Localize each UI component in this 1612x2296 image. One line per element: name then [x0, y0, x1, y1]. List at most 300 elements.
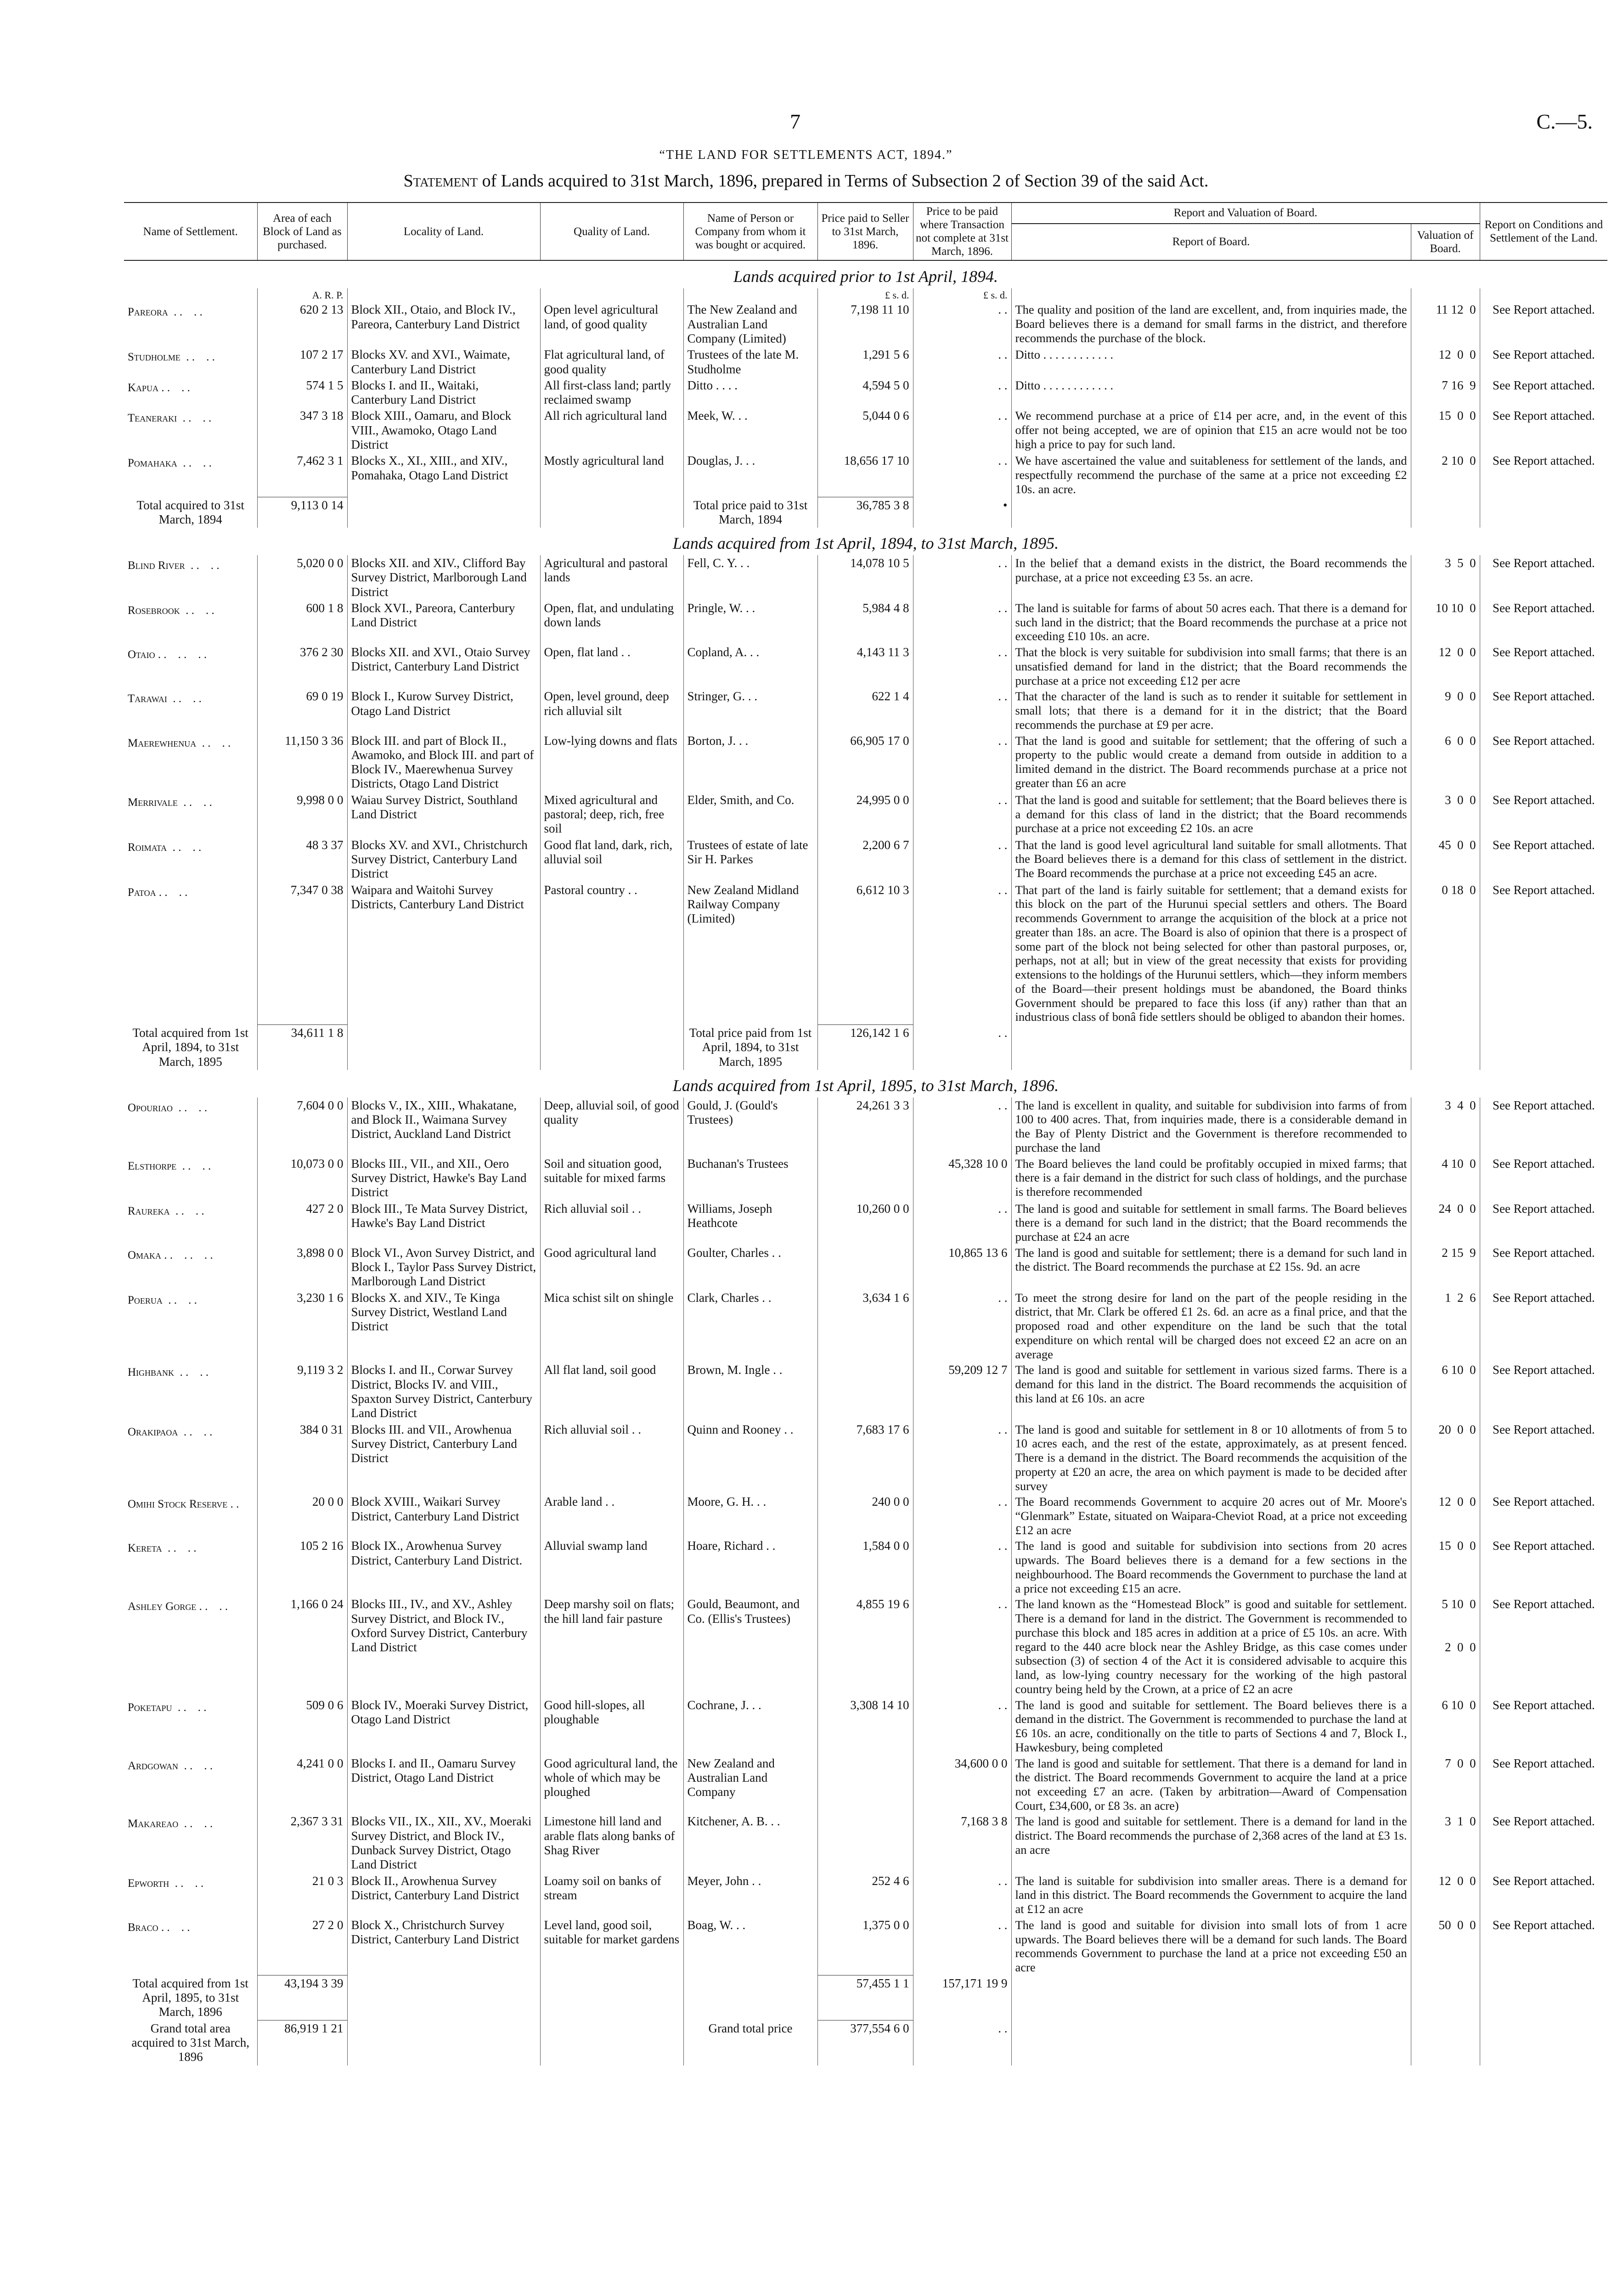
- quality-cell: Loamy soil on banks of stream: [540, 1873, 683, 1917]
- price-to-pay-cell: . .: [913, 600, 1011, 644]
- valuation-cell: 24 0 0: [1411, 1201, 1480, 1245]
- area-cell: 427 2 0: [257, 1201, 347, 1245]
- area-cell: 69 0 19: [257, 688, 347, 732]
- quality-cell: Alluvial swamp land: [540, 1538, 683, 1596]
- col-person-header: Name of Person or Company from whom it was bought or acquired.: [683, 203, 817, 260]
- area-cell: 4,241 0 0: [257, 1756, 347, 1814]
- settlement-name-cell: [124, 688, 257, 732]
- conditions-cell: See Report attached.: [1480, 555, 1607, 600]
- quality-cell: Rich alluvial soil . .: [540, 1422, 683, 1494]
- valuation-cell: 20 0 0: [1411, 1422, 1480, 1494]
- locality-cell: Blocks I. and II., Waitaki, Canterbury Land District: [347, 377, 540, 408]
- conditions-cell: See Report attached.: [1480, 1697, 1607, 1756]
- blank-cell: [1011, 1025, 1411, 1070]
- settlement-name: Makareao: [128, 1818, 179, 1830]
- person-cell: Douglas, J. . .: [683, 453, 817, 497]
- leader-dots: . . . .: [177, 457, 212, 470]
- settlement-name: Ashley Gorge: [128, 1600, 197, 1613]
- area-cell: 11,150 3 36: [257, 733, 347, 792]
- conditions-cell: See Report attached.: [1480, 1156, 1607, 1201]
- price-to-pay-cell: 7,168 3 8: [913, 1813, 1011, 1873]
- area-cell: 2,367 3 31: [257, 1813, 347, 1873]
- quality-cell: Low-lying downs and flats: [540, 733, 683, 792]
- settlement-name-cell: [124, 1362, 257, 1421]
- person-cell: Gould, J. (Gould's Trustees): [683, 1097, 817, 1156]
- locality-cell: Block XVI., Pareora, Canterbury Land District: [347, 600, 540, 644]
- total-price: 126,142 1 6: [817, 1025, 913, 1070]
- units-blank: [347, 288, 540, 302]
- conditions-cell: See Report attached.: [1480, 644, 1607, 688]
- price-to-pay-cell: . .: [913, 1596, 1011, 1697]
- quality-cell: Good agricultural land: [540, 1245, 683, 1290]
- leader-dots: . . . .: [162, 1294, 197, 1306]
- settlement-name-cell: [124, 882, 257, 1025]
- table-row: [124, 792, 1607, 837]
- settlement-name: Epworth: [128, 1877, 169, 1890]
- area-cell: 3,898 0 0: [257, 1245, 347, 1290]
- table-row: [124, 1756, 1607, 1814]
- blank-cell: [1411, 497, 1480, 528]
- quality-cell: Rich alluvial soil . .: [540, 1201, 683, 1245]
- conditions-cell: See Report attached.: [1480, 302, 1607, 347]
- area-cell: 620 2 13: [257, 302, 347, 347]
- quality-cell: Flat agricultural land, of good quality: [540, 347, 683, 377]
- leader-dots: . . . .: [172, 1701, 207, 1714]
- area-cell: 21 0 3: [257, 1873, 347, 1917]
- person-cell: New Zealand Midland Railway Company (Limited): [683, 882, 817, 1025]
- blank-cell: [1011, 2020, 1411, 2065]
- grand-total-price: 377,554 6 0: [817, 2020, 913, 2065]
- person-cell: Hoare, Richard . .: [683, 1538, 817, 1596]
- total-label: Total acquired from 1st April, 1895, to 31st March, 1896: [132, 1976, 248, 2019]
- settlement-name-cell: [124, 1538, 257, 1596]
- board-report-cell: The land is good and suitable for settlement; there is a demand for such land in the district. The Board recommends the purchase at £2 15s. 9d. an acre: [1011, 1245, 1411, 1290]
- settlement-name-cell: [124, 1813, 257, 1873]
- quality-cell: Mostly agricultural land: [540, 453, 683, 497]
- price-to-pay-cell: . .: [913, 1538, 1011, 1596]
- valuation-cell: 6 10 0: [1411, 1362, 1480, 1421]
- person-cell: Ditto . . . .: [683, 377, 817, 408]
- person-cell: Buchanan's Trustees: [683, 1156, 817, 1201]
- board-report-cell: Ditto . . . . . . . . . . . .: [1011, 347, 1411, 377]
- units-row: [124, 288, 1607, 302]
- locality-cell: Block I., Kurow Survey District, Otago Land District: [347, 688, 540, 732]
- locality-cell: Block XIII., Oamaru, and Block VIII., Awamoko, Otago Land District: [347, 408, 540, 453]
- locality-cell: Block II., Arowhenua Survey District, Canterbury Land District: [347, 1873, 540, 1917]
- price-to-pay-cell: . .: [913, 347, 1011, 377]
- board-report-cell: In the belief that a demand exists in the district, the Board recommends the purchase, at a price not exceeding £3 5s. an acre.: [1011, 555, 1411, 600]
- board-report-cell: The Board recommends Government to acquire 20 acres out of Mr. Moore's “Glenmark” Estate, situated on Waipara-Cheviot Road, at a price not exceeding £12 an acre: [1011, 1494, 1411, 1538]
- person-cell: New Zealand and Australian Land Company: [683, 1756, 817, 1814]
- board-report-cell: Ditto . . . . . . . . . . . .: [1011, 377, 1411, 408]
- table-row: [124, 1873, 1607, 1917]
- person-cell: The New Zealand and Australian Land Company (Limited): [683, 302, 817, 347]
- leader-dots: . . . .: [167, 841, 202, 854]
- leader-dots: . . . .: [178, 1425, 213, 1438]
- settlement-name-cell: [124, 1245, 257, 1290]
- person-cell: Meek, W. . .: [683, 408, 817, 453]
- settlement-name-cell: [124, 600, 257, 644]
- person-cell: Meyer, John . .: [683, 1873, 817, 1917]
- settlement-name-cell: [124, 1201, 257, 1245]
- grand-total-label: Grand total area acquired to 31st March, 1896: [131, 2021, 249, 2064]
- settlement-name: Raureka: [128, 1204, 170, 1217]
- price-to-pay-cell: . .: [913, 882, 1011, 1025]
- conditions-cell: See Report attached.: [1480, 408, 1607, 453]
- table-row: [124, 1362, 1607, 1421]
- total-price-label: Total price paid from 1st April, 1894, to 31st March, 1895: [683, 1025, 817, 1070]
- col-conditions-header: Report on Conditions and Settlement of the Land.: [1480, 203, 1607, 260]
- valuation-cell: 12 0 0: [1411, 1494, 1480, 1538]
- conditions-cell: See Report attached.: [1480, 1538, 1607, 1596]
- valuation-cell: 0 18 0: [1411, 882, 1480, 1025]
- valuation-cell: 2 15 9: [1411, 1245, 1480, 1290]
- person-cell: Kitchener, A. B. . .: [683, 1813, 817, 1873]
- person-cell: Copland, A. . .: [683, 644, 817, 688]
- col-report-header: Report of Board.: [1011, 224, 1411, 260]
- area-cell: 1,166 0 24: [257, 1596, 347, 1697]
- table-row: [124, 1697, 1607, 1756]
- conditions-cell: See Report attached.: [1480, 1362, 1607, 1421]
- quality-cell: Agricultural and pastoral lands: [540, 555, 683, 600]
- board-report-cell: We recommend purchase at a price of £14 per acre, and, in the event of this offer not being accepted, we are of opinion that £15 an acre would not be too high a price to pay for such land.: [1011, 408, 1411, 453]
- quality-cell: All flat land, soil good: [540, 1362, 683, 1421]
- leader-dots: . . . .: [158, 1921, 190, 1934]
- units-blank: [683, 288, 817, 302]
- col-report-group-header: Report and Valuation of Board.: [1011, 203, 1480, 224]
- leader-dots: . . . .: [177, 412, 212, 425]
- valuation-cell: 3 1 0: [1411, 1813, 1480, 1873]
- price-paid-cell: [817, 1756, 913, 1814]
- conditions-cell: See Report attached.: [1480, 1201, 1607, 1245]
- locality-cell: Block III. and part of Block II., Awamoko, and Block III. and part of Block IV., Maerewhenua Survey Districts, Otago Land District: [347, 733, 540, 792]
- settlement-name-cell: [124, 1697, 257, 1756]
- conditions-cell: See Report attached.: [1480, 1756, 1607, 1814]
- person-cell: Clark, Charles . .: [683, 1290, 817, 1362]
- table-row: [124, 1156, 1607, 1201]
- area-cell: 48 3 37: [257, 837, 347, 882]
- price-paid-cell: [817, 1813, 913, 1873]
- price-paid-cell: 4,855 19 6: [817, 1596, 913, 1697]
- conditions-cell: See Report attached.: [1480, 1873, 1607, 1917]
- person-cell: Pringle, W. . .: [683, 600, 817, 644]
- price-paid-cell: 240 0 0: [817, 1494, 913, 1538]
- settlement-name: Maerewhenua: [128, 737, 197, 749]
- table-row: [124, 408, 1607, 453]
- blank-cell: [347, 1975, 540, 2020]
- units-area: A. R. P.: [257, 288, 347, 302]
- locality-cell: Blocks III. and VII., Arowhenua Survey District, Canterbury Land District: [347, 1422, 540, 1494]
- leader-dots: . . . .: [174, 1366, 209, 1379]
- col-area-header: Area of each Block of Land as purchased.: [257, 203, 347, 260]
- total-price-label: [683, 1975, 817, 2020]
- table-row: [124, 347, 1607, 377]
- valuation-cell: 45 0 0: [1411, 837, 1480, 882]
- col-valuation-header: Valuation of Board.: [1411, 224, 1480, 260]
- table-row: [124, 733, 1607, 792]
- quality-cell: Open, level ground, deep rich alluvial silt: [540, 688, 683, 732]
- table-row: [124, 1538, 1607, 1596]
- settlement-name: Kapua: [128, 381, 159, 394]
- valuation-cell: 15 0 0: [1411, 408, 1480, 453]
- table-row: [124, 1494, 1607, 1538]
- valuation-cell: 9 0 0: [1411, 688, 1480, 732]
- leader-dots: . . . .: [169, 1204, 204, 1217]
- act-title: “THE LAND FOR SETTLEMENTS ACT, 1894.”: [659, 148, 953, 162]
- leader-dots: . . . .: [178, 1759, 213, 1772]
- table-body: [124, 260, 1607, 2065]
- blank-cell: [540, 1025, 683, 1070]
- board-report-cell: That the character of the land is such as to render it suitable for settlement in small lots; that there is a demand for it in the district; that the Board recommends the purchase at £9 per acre.: [1011, 688, 1411, 732]
- price-paid-cell: 4,143 11 3: [817, 644, 913, 688]
- col-locality-header: Locality of Land.: [347, 203, 540, 260]
- area-cell: 7,604 0 0: [257, 1097, 347, 1156]
- section-heading-row: [124, 260, 1607, 288]
- valuation-cell: 12 0 0: [1411, 644, 1480, 688]
- settlement-name-cell: [124, 1422, 257, 1494]
- person-cell: Williams, Joseph Heathcote: [683, 1201, 817, 1245]
- price-paid-cell: 5,044 0 6: [817, 408, 913, 453]
- board-report-cell: The Board believes the land could be profitably occupied in mixed farms; that there is a fair demand in the district for such class of holdings, and the purchase is therefore recommended: [1011, 1156, 1411, 1201]
- area-cell: 5,020 0 0: [257, 555, 347, 600]
- settlement-name-cell: [124, 1596, 257, 1697]
- price-to-pay-cell: . .: [913, 377, 1011, 408]
- board-report-cell: That part of the land is fairly suitable for settlement; that a demand exists for this block on the part of the Hurunui special settlers and others. The Board recommends Government to arrange the acquisition of the block at a price not greater than 18s. an acre. The Board is also of opinion that there is a prospect of some part of the block not being selected for other than pastoral purposes, or, perhaps, not at all; but in view of the great necessity that exists for providing extensions to the holdings of the Hurunui settlers, which—they inform members of the Board—their present holdings must be abandoned, the Board thinks Government should be prepared to face this loss (if any) rather than that an industrious class of bonâ fide settlers should be obliged to abandon their homes.: [1011, 882, 1411, 1025]
- total-row: [124, 1025, 1607, 1070]
- conditions-cell: See Report attached.: [1480, 1494, 1607, 1538]
- leader-dots: . .: [227, 1498, 239, 1511]
- table-row: [124, 1245, 1607, 1290]
- board-report-cell: The land is good and suitable for subdivision into sections from 20 acres upwards. The Board believes there is a demand for a few sections in the neighbourhood. The Board recommends the Government to purchase the land at a price not exceeding £15 an acre.: [1011, 1538, 1411, 1596]
- units-blank: [540, 288, 683, 302]
- grand-total-price-to-pay: . .: [913, 2020, 1011, 2065]
- price-to-pay-cell: . .: [913, 555, 1011, 600]
- quality-cell: Open level agricultural land, of good quality: [540, 302, 683, 347]
- leader-dots: . . . .: [176, 1159, 211, 1172]
- leader-dots: . . . .: [169, 1877, 204, 1890]
- price-paid-cell: 7,198 11 10: [817, 302, 913, 347]
- price-to-pay-cell: 34,600 0 0: [913, 1756, 1011, 1814]
- price-to-pay-cell: 59,209 12 7: [913, 1362, 1011, 1421]
- quality-cell: Open, flat, and undulating down lands: [540, 600, 683, 644]
- price-paid-cell: [817, 1245, 913, 1290]
- blank-cell: [1411, 1975, 1480, 2020]
- area-cell: 9,998 0 0: [257, 792, 347, 837]
- area-cell: 509 0 6: [257, 1697, 347, 1756]
- area-cell: 107 2 17: [257, 347, 347, 377]
- locality-cell: Blocks X., XI., XIII., and XIV., Pomahaka, Otago Land District: [347, 453, 540, 497]
- person-cell: Fell, C. Y. . .: [683, 555, 817, 600]
- blank-cell: [540, 1975, 683, 2020]
- locality-cell: Waiau Survey District, Southland Land District: [347, 792, 540, 837]
- total-area: 34,611 1 8: [257, 1025, 347, 1070]
- price-to-pay-cell: . .: [913, 1290, 1011, 1362]
- price-paid-cell: 24,995 0 0: [817, 792, 913, 837]
- quality-cell: Mica schist silt on shingle: [540, 1290, 683, 1362]
- valuation-cell: 2 10 0: [1411, 453, 1480, 497]
- leader-dots: . . . .: [158, 381, 190, 394]
- settlement-name-cell: [124, 408, 257, 453]
- valuation-cell: 5 10 0 2 0 0: [1411, 1596, 1480, 1697]
- page-reference: C.—5.: [1536, 110, 1593, 133]
- leader-dots: . . . .: [177, 796, 212, 809]
- board-report-cell: To meet the strong desire for land on the part of the people residing in the district, that Mr. Clark be offered £1 2s. 6d. an acre as a final price, and that the proposed road and other expenditure on the land be such that the total expenditure on which rental will be charged does not exceed £2 an acre on an average: [1011, 1290, 1411, 1362]
- locality-cell: Block IV., Moeraki Survey District, Otago Land District: [347, 1697, 540, 1756]
- leader-dots: . . . .: [178, 1818, 213, 1830]
- valuation-cell: 6 0 0: [1411, 733, 1480, 792]
- leader-dots: . . . .: [185, 559, 220, 572]
- settlement-name-cell: [124, 1290, 257, 1362]
- settlement-name: Kereta: [128, 1542, 162, 1555]
- locality-cell: Blocks XV. and XVI., Waimate, Canterbury Land District: [347, 347, 540, 377]
- board-report-cell: The land is suitable for farms of about 50 acres each. That there is a demand for such land in the district; that the Board recommends the purchase at a price not exceeding £10 10s. an acre.: [1011, 600, 1411, 644]
- section-title: Lands acquired prior to 1st April, 1894.: [733, 267, 998, 286]
- quality-cell: Level land, good soil, suitable for market gardens: [540, 1917, 683, 1975]
- table-row: [124, 688, 1607, 732]
- leader-dots: . . . .: [180, 604, 214, 617]
- person-cell: Boag, W. . .: [683, 1917, 817, 1975]
- table-header: [124, 203, 1607, 260]
- quality-cell: Deep, alluvial soil, of good quality: [540, 1097, 683, 1156]
- settlement-name-cell: [124, 792, 257, 837]
- area-cell: 7,347 0 38: [257, 882, 347, 1025]
- settlement-name-cell: [124, 1917, 257, 1975]
- settlement-name: Pareora: [128, 306, 168, 319]
- locality-cell: Blocks XII. and XIV., Clifford Bay Survey District, Marlborough Land District: [347, 555, 540, 600]
- settlement-name: Highbank: [128, 1366, 175, 1379]
- conditions-cell: See Report attached.: [1480, 1813, 1607, 1873]
- settlement-name-cell: [124, 1097, 257, 1156]
- settlement-name: Omihi Stock Reserve: [128, 1498, 228, 1511]
- units-price: £ s. d.: [817, 288, 913, 302]
- settlement-name-cell: [124, 453, 257, 497]
- board-report-cell: The land is good and suitable for settlement. There is a demand for land in the district. The Board recommends the purchase of 2,368 acres of the land at £3 1s. an acre: [1011, 1813, 1411, 1873]
- person-cell: Stringer, G. . .: [683, 688, 817, 732]
- price-paid-cell: 24,261 3 3: [817, 1097, 913, 1156]
- settlement-name-cell: [124, 837, 257, 882]
- locality-cell: Blocks III., VII., and XII., Oero Survey District, Hawke's Bay Land District: [347, 1156, 540, 1201]
- area-cell: 384 0 31: [257, 1422, 347, 1494]
- board-report-cell: That the land is good and suitable for settlement; that the offering of such a property to the public would create a demand from outside in addition to a limited demand in the district. The Board recommends purchase at a price not greater than £6 an acre: [1011, 733, 1411, 792]
- leader-dots: . . . .: [196, 737, 231, 749]
- table-row: [124, 600, 1607, 644]
- person-cell: Goulter, Charles . .: [683, 1245, 817, 1290]
- table-row: [124, 1813, 1607, 1873]
- locality-cell: Blocks III., IV., and XV., Ashley Survey District, and Block IV., Oxford Survey District, Canterbury Land District: [347, 1596, 540, 1697]
- valuation-cell: 3 5 0: [1411, 555, 1480, 600]
- price-to-pay-cell: . .: [913, 302, 1011, 347]
- price-paid-cell: 3,634 1 6: [817, 1290, 913, 1362]
- settlement-name: Teaneraki: [128, 412, 177, 425]
- settlement-name: Merrivale: [128, 796, 178, 809]
- total-row: [124, 497, 1607, 528]
- total-area: 43,194 3 39: [257, 1975, 347, 2020]
- price-paid-cell: 252 4 6: [817, 1873, 913, 1917]
- person-cell: Trustees of estate of late Sir H. Parkes: [683, 837, 817, 882]
- price-to-pay-cell: . .: [913, 1917, 1011, 1975]
- grand-total-area: 86,919 1 21: [257, 2020, 347, 2065]
- locality-cell: Blocks V., IX., XIII., Whakatane, and Block II., Waimana Survey District, Auckland Land District: [347, 1097, 540, 1156]
- price-paid-cell: 18,656 17 10: [817, 453, 913, 497]
- blank-cell: [347, 1025, 540, 1070]
- leader-dots: . . . . . .: [155, 648, 207, 661]
- price-paid-cell: 10,260 0 0: [817, 1201, 913, 1245]
- price-paid-cell: 1,291 5 6: [817, 347, 913, 377]
- conditions-cell: See Report attached.: [1480, 1290, 1607, 1362]
- price-paid-cell: 14,078 10 5: [817, 555, 913, 600]
- total-price-label: Total price paid to 31st March, 1894: [683, 497, 817, 528]
- settlement-name: Rosebrook: [128, 604, 180, 617]
- valuation-cell: 50 0 0: [1411, 1917, 1480, 1975]
- price-to-pay-cell: . .: [913, 1697, 1011, 1756]
- locality-cell: Blocks XV. and XVI., Christchurch Survey District, Canterbury Land District: [347, 837, 540, 882]
- person-cell: Trustees of the late M. Studholme: [683, 347, 817, 377]
- blank-cell: [1480, 497, 1607, 528]
- settlement-name-cell: [124, 555, 257, 600]
- valuation-cell: 15 0 0: [1411, 1538, 1480, 1596]
- table-row: [124, 1097, 1607, 1156]
- board-report-cell: The land is good and suitable for settlement in 8 or 10 allotments of from 5 to 10 acres each, and the rest of the estate, approximately, as at present fenced. There is a demand in the district. The Board recommends the acquisition of the property at £20 an acre, the area on which payment is made to be decided after survey: [1011, 1422, 1411, 1494]
- table-row: [124, 1290, 1607, 1362]
- quality-cell: Good flat land, dark, rich, alluvial soil: [540, 837, 683, 882]
- section-title: Lands acquired from 1st April, 1894, to 31st March, 1895.: [672, 534, 1059, 553]
- table-row: [124, 1201, 1607, 1245]
- conditions-cell: See Report attached.: [1480, 1917, 1607, 1975]
- quality-cell: All first-class land; partly reclaimed swamp: [540, 377, 683, 408]
- lands-table: [124, 202, 1607, 2065]
- price-paid-cell: 5,984 4 8: [817, 600, 913, 644]
- settlement-name: Pomahaka: [128, 457, 177, 470]
- locality-cell: Blocks VII., IX., XII., XV., Moeraki Survey District, and Block IV., Dunback Survey District, Otago Land District: [347, 1813, 540, 1873]
- price-to-pay-cell: . .: [913, 1097, 1011, 1156]
- settlement-name: Poketapu: [128, 1701, 172, 1714]
- price-to-pay-cell: . .: [913, 1422, 1011, 1494]
- settlement-name: Studholme: [128, 351, 180, 364]
- conditions-cell: See Report attached.: [1480, 1596, 1607, 1697]
- col-price2-header: Price to be paid where Transaction not complete at 31st March, 1896.: [913, 203, 1011, 260]
- price-paid-cell: 4,594 5 0: [817, 377, 913, 408]
- price-paid-cell: 2,200 6 7: [817, 837, 913, 882]
- settlement-name-cell: [124, 1873, 257, 1917]
- price-paid-cell: 7,683 17 6: [817, 1422, 913, 1494]
- total-area: 9,113 0 14: [257, 497, 347, 528]
- total-label: Total acquired from 1st April, 1894, to 31st March, 1895: [132, 1025, 248, 1069]
- statement-title: [0, 171, 1612, 191]
- board-report-cell: The land known as the “Homestead Block” is good and suitable for settlement. There is a demand for land in the district. The Government is recommended to purchase this block and 185 acres in addition at a price of £5 10s. an acre. With regard to the 440 acre block near the Ashley Bridge, as this case comes under subsection (3) of section 4 of the Act it is considered advisable to acquire this land, as low-lying country necessary for the working of the high pastoral country being held by the Crown, at a price of £2 an acre: [1011, 1596, 1411, 1697]
- price-to-pay-cell: . .: [913, 1201, 1011, 1245]
- statement-rest: of Lands acquired to 31st March, 1896, prepared in Terms of Subsection 2 of Section 39 of the said Act.: [482, 171, 1209, 191]
- conditions-cell: See Report attached.: [1480, 1097, 1607, 1156]
- blank-cell: [540, 497, 683, 528]
- board-report-cell: The land is good and suitable for settlement in small farms. The Board believes there is a demand for such land in the district; that the Board recommends the purchase at £24 an acre: [1011, 1201, 1411, 1245]
- blank-cell: [1480, 2020, 1607, 2065]
- conditions-cell: See Report attached.: [1480, 453, 1607, 497]
- blank-cell: [1411, 1025, 1480, 1070]
- price-paid-cell: 1,375 0 0: [817, 1917, 913, 1975]
- price-to-pay-cell: . .: [913, 837, 1011, 882]
- blank-cell: [1480, 1975, 1607, 2020]
- board-report-cell: The land is good and suitable for division into small lots of from 1 acre upwards. The Board believes there will be a demand for such lands. The Board recommends Government to purchase the land at a price not exceeding £50 an acre: [1011, 1917, 1411, 1975]
- board-report-cell: That the block is very suitable for subdivision into small farms; that there is an unsatisfied demand for land in the district; that the Board recommends the purchase at a price not exceeding £12 per acre: [1011, 644, 1411, 688]
- locality-cell: Waipara and Waitohi Survey Districts, Canterbury Land District: [347, 882, 540, 1025]
- col-price-header: Price paid to Seller to 31st March, 1896.: [817, 203, 913, 260]
- total-price: 57,455 1 1: [817, 1975, 913, 2020]
- section-heading-row: [124, 1070, 1607, 1097]
- table-row: [124, 302, 1607, 347]
- conditions-cell: See Report attached.: [1480, 347, 1607, 377]
- valuation-cell: 6 10 0: [1411, 1697, 1480, 1756]
- area-cell: 20 0 0: [257, 1494, 347, 1538]
